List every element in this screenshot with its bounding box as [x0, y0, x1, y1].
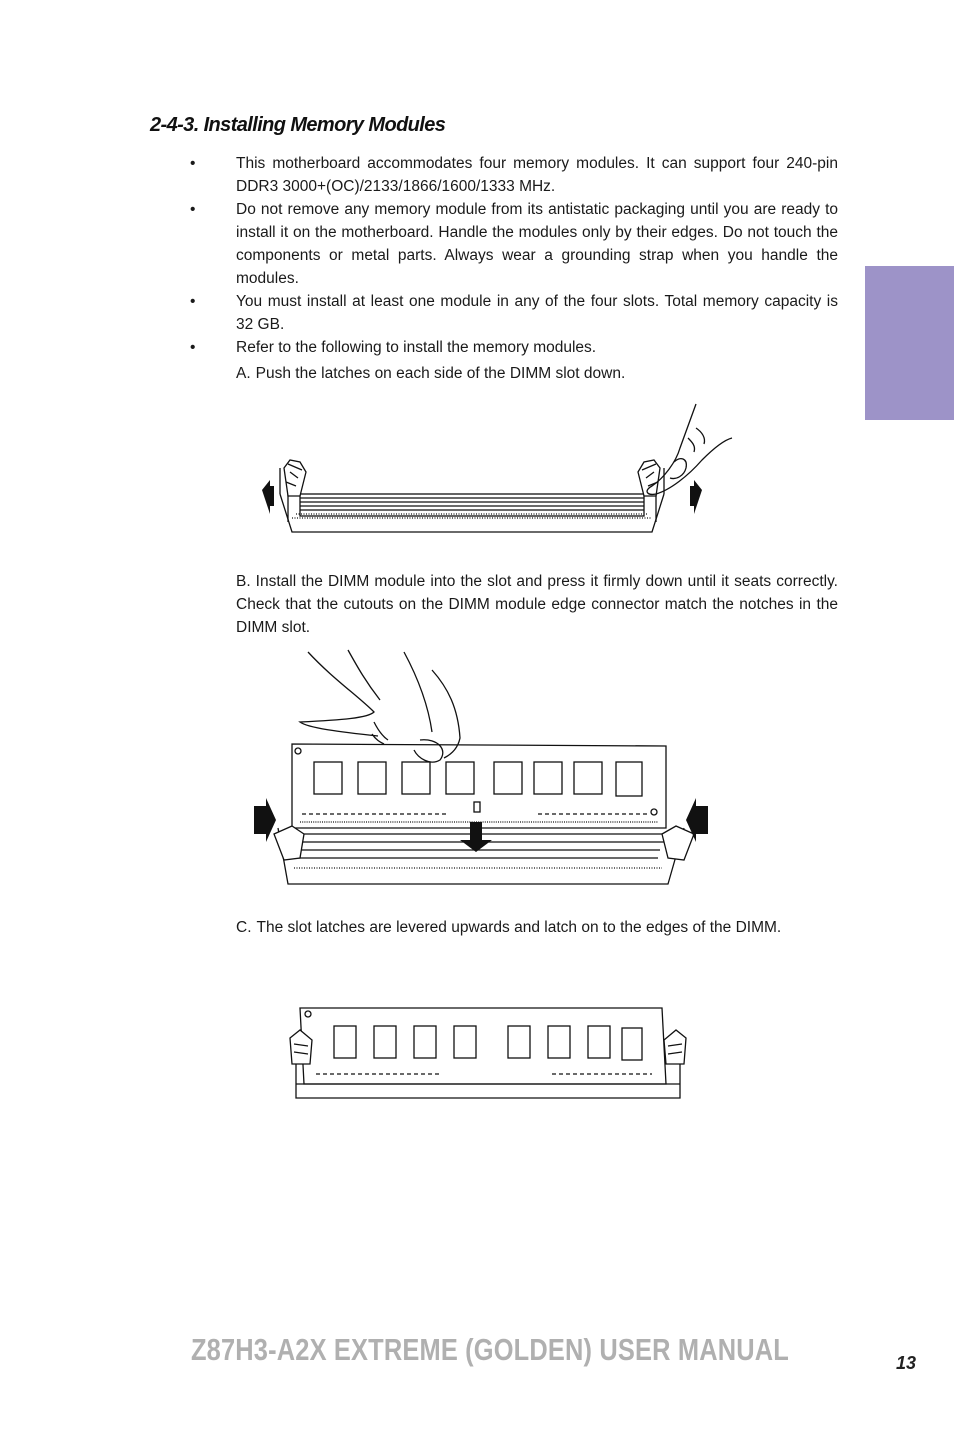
step-c	[236, 916, 838, 939]
section-title: 2-4-3. Installing Memory Modules	[150, 114, 446, 136]
step-a	[236, 362, 838, 385]
step-letter: B.	[236, 573, 251, 590]
bullet-text: Do not remove any memory module from its antistatic packaging until you are ready to install it on the motherboard. Handle the modules only by their edges. Do not touch the components or metal parts. Always wear a grounding strap when you handle the modules.	[236, 201, 838, 287]
side-color-tab	[865, 266, 954, 420]
step-b	[236, 570, 838, 639]
arrow-left-latch-icon	[254, 798, 276, 842]
figure-installed-module	[282, 1000, 702, 1106]
arrow-right-icon	[690, 480, 702, 514]
list-item	[190, 152, 838, 198]
figure-insert-module	[248, 648, 718, 896]
step-text: Push the latches on each side of the DIMM slot down.	[255, 365, 626, 382]
bullet-marker: •	[190, 293, 196, 310]
bullet-marker: •	[190, 155, 196, 172]
figure-open-slot	[240, 398, 740, 538]
page-number: 13	[896, 1353, 917, 1373]
step-text: Install the DIMM module into the slot and press it firmly down until it seats correctly. Check that the cutouts on the DIMM module edge connector match the notches in the DIMM slot.	[236, 573, 838, 636]
bullet-text: Refer to the following to install the memory modules.	[236, 339, 597, 356]
step-letter: C.	[236, 919, 252, 936]
bullet-marker: •	[190, 201, 196, 218]
bullet-text: You must install at least one module in any of the four slots. Total memory capacity is 32 GB.	[236, 293, 838, 333]
bullet-text: This motherboard accommodates four memory modules. It can support four 240-pin DDR3 3000+(OC)/2133/1866/1600/1333 MHz.	[236, 155, 838, 195]
list-item	[190, 336, 838, 359]
arrow-left-icon	[262, 480, 274, 514]
list-item	[190, 198, 838, 290]
step-text: The slot latches are levered upwards and latch on to the edges of the DIMM.	[256, 919, 782, 936]
bullet-marker: •	[190, 339, 196, 356]
bullet-list	[190, 152, 838, 359]
step-letter: A.	[236, 365, 251, 382]
footer-manual-title: Z87H3-A2X EXTREME (GOLDEN) USER MANUAL	[190, 1332, 790, 1367]
list-item	[190, 290, 838, 336]
